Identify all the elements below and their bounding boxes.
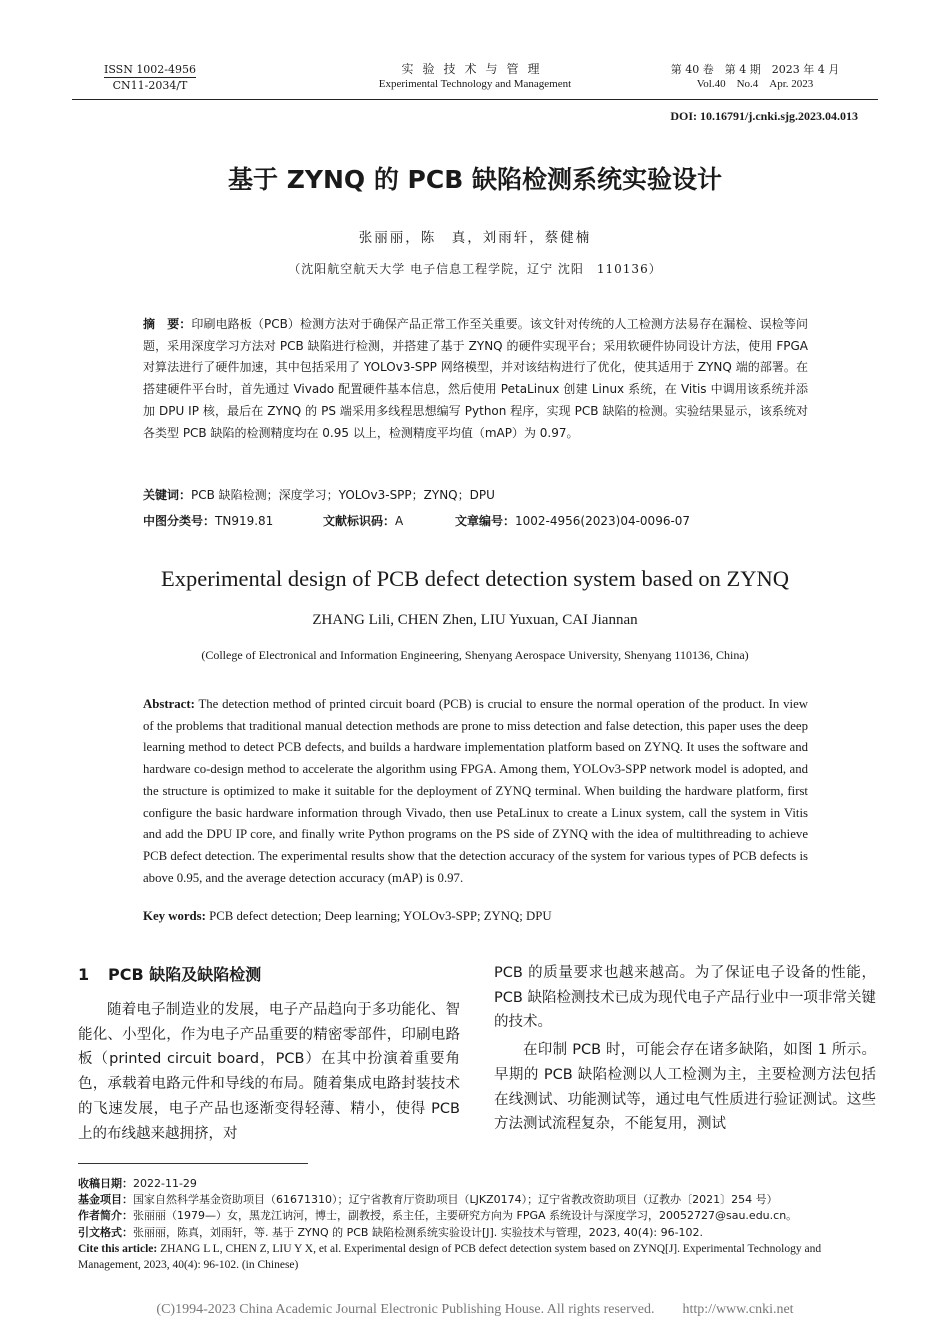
article-number [455, 512, 690, 529]
authors-en: ZHANG Lili, CHEN Zhen, LIU Yuxuan, CAI Jiannan [312, 612, 638, 628]
abstract-en-label: Abstract: [143, 697, 195, 711]
abstract-en-text: The detection method of printed circuit board (PCB) is crucial to ensure the normal operation of the product. In view of the problems that traditional manual detection methods are prone to miss detection and false detection, this paper uses the deep learning method to detect PCB defects, and builds a hardware implementation platform based on ZYNQ. It uses the software and hardware co-design method to accelerate the algorithm using FPGA. Among them, YOLOv3-SPP network model is adopted, and the structure is optimized to make it suitable for the deployment of ZYNQ terminal. When building the hardware platform, first configure the basic hardware information through Vivado, then use PetaLinux to create a Linux system, call the system in Vitis and add the DPU IP core, and finally write Python programs on the PS side of ZYNQ with the idea of multithreading to achieve PCB defect detection. The experimental results show that the detection accuracy of the system for various types of PCB defects is above 0.95, and the average detection accuracy (mAP) is 0.97. [143, 697, 808, 885]
section-number: 1 [78, 965, 90, 984]
abstract-cn [143, 314, 808, 444]
clc-label: 中图分类号： [143, 514, 216, 528]
author-label: 作者简介： [78, 1209, 133, 1223]
body-column-right [494, 961, 876, 1137]
art-label: 文章编号： [455, 514, 516, 528]
journal-name-en: Experimental Technology and Management [378, 78, 572, 90]
keywords-cn-label: 关键词： [143, 488, 192, 502]
doc-value: A [395, 514, 404, 528]
received-label: 收稿日期： [78, 1177, 133, 1190]
abstract-cn-label: 摘 要： [143, 317, 192, 331]
header-divider [72, 99, 878, 100]
paper-title-cn: 基于 ZYNQ 的 PCB 缺陷检测系统实验设计 [228, 165, 722, 194]
clc-code [143, 512, 273, 529]
art-value: 1002-4956(2023)04-0096-07 [515, 514, 691, 528]
affiliation-en: (College of Electronical and Information Engineering, Shenyang Aerospace University, Shenyang 110136, China) [201, 648, 749, 662]
keywords-en [143, 909, 808, 924]
footnote-received [78, 1176, 878, 1192]
keywords-en-text: PCB defect detection; Deep learning; YOLOv3-SPP; ZYNQ; DPU [205, 909, 552, 923]
journal-name-cn: 实验技术与管理 [401, 62, 549, 76]
issn-number: ISSN 1002-4956 [103, 63, 197, 76]
body-paragraph-1: 随着电子制造业的发展，电子产品趋向于多功能化、智能化、小型化，作为电子产品重要的精密零部件，印刷电路板（printed circuit board，PCB）在其中扮演着重要角色，承载着电路元件和导线的布局。随着集成电路封装技术的飞速发展，电子产品也逐渐变得轻薄、精小，使得 PCB 上的布线越来越拥挤，对 [78, 1002, 460, 1142]
clc-value: TN919.81 [215, 514, 274, 528]
doi-link[interactable]: DOI: 10.16791/j.cnki.sjg.2023.04.013 [670, 109, 858, 123]
issue-en: Vol.40 No.4 Apr. 2023 [696, 78, 814, 90]
cite-cn-label: 引文格式： [78, 1225, 133, 1239]
doc-label: 文献标识码： [323, 514, 396, 528]
cn-number: CN11-2034/T [112, 79, 188, 92]
footnote-cite-en [78, 1241, 878, 1273]
keywords-cn-text: PCB 缺陷检测；深度学习；YOLOv3-SPP；ZYNQ；DPU [191, 488, 495, 502]
doc-code [323, 512, 403, 529]
keywords-en-label: Key words: [143, 909, 206, 923]
journal-issn-block [100, 62, 200, 93]
paper-title-en: Experimental design of PCB defect detection system based on ZYNQ [161, 566, 789, 591]
affiliation-cn: （沈阳航空航天大学 电子信息工程学院，辽宁 沈阳 110136） [288, 262, 662, 276]
copyright-notice: (C)1994-2023 China Academic Journal Electronic Publishing House. All rights reserved. http://www.cnki.net [156, 1302, 794, 1317]
journal-name-block [330, 62, 620, 92]
footnote-fund [78, 1192, 878, 1208]
footnotes [78, 1176, 878, 1273]
abstract-cn-text: 印刷电路板（PCB）检测方法对于确保产品正常工作至关重要。该文针对传统的人工检测方法易存在漏检、误检等问题，采用深度学习方法对 PCB 缺陷进行检测，并搭建了基于 ZYNQ 的硬件实现平台；采用软硬件协同设计方法，使用 FPGA 对算法进行了硬件加速，其中包括采用了 YOLOv3-SPP 网络模型，并对该结构进行了优化，使其适用于 ZYNQ 端的部署。在搭建硬件平台时，首先通过 Vivado 配置硬件基本信息，然后使用 PetaLinux 创建 Linux 系统，在 Vitis 中调用该系统并添加 DPU IP 核，最后在 ZYNQ 的 PS 端采用多线程思想编写 Python 程序，实现 PCB 缺陷的检测。实验结果显示，该系统对各类型 PCB 缺陷的检测精度均在 0.95 以上，检测精度平均值（mAP）为 0.97。 [143, 317, 808, 440]
journal-issue-block [640, 62, 870, 92]
body-paragraph-2: 在印制 PCB 时，可能会存在诸多缺陷，如图 1 所示。早期的 PCB 缺陷检测以人工检测为主，主要检测方法包括在线测试、功能测试等，通过电气性质进行验证测试。这些方法测试流程复杂，不能复用，测试 [494, 1042, 876, 1133]
footnote-divider [78, 1163, 308, 1164]
abstract-en [143, 694, 808, 889]
body-paragraph-1-continued: PCB 的质量要求也越来越高。为了保证电子设备的性能，PCB 缺陷检测技术已成为现代电子产品行业中一项非常关键的技术。 [494, 965, 876, 1031]
fund-label: 基金项目： [78, 1193, 133, 1207]
received-date: 2022-11-29 [133, 1177, 197, 1190]
author-text: 张丽丽（1979—）女，黑龙江讷河，博士，副教授，系主任，主要研究方向为 FPGA 系统设计与深度学习，20052727@sau.edu.cn。 [133, 1209, 798, 1223]
footnote-author [78, 1208, 878, 1224]
cite-en-text: ZHANG L L, CHEN Z, LIU Y X, et al. Experimental design of PCB defect detection system based on ZYNQ[J]. Experimental Technology and Management, 2023, 40(4): 96-102. (in Chinese) [78, 1242, 822, 1272]
fund-text: 国家自然科学基金资助项目（61671310）；辽宁省教育厅资助项目（LJKZ0174）；辽宁省教改资助项目（辽教办〔2021〕254 号） [133, 1193, 778, 1207]
keywords-cn [143, 486, 808, 503]
issue-cn: 第 40 卷 第 4 期 2023 年 4 月 [670, 63, 840, 76]
cite-cn-text: 张丽丽，陈真，刘雨轩，等. 基于 ZYNQ 的 PCB 缺陷检测系统实验设计[J]. 实验技术与管理，2023, 40(4): 96-102. [133, 1225, 704, 1239]
cite-en-label: Cite this article: [78, 1242, 158, 1255]
section-heading [78, 962, 261, 985]
section-title: PCB 缺陷及缺陷检测 [108, 965, 262, 984]
footnote-cite-cn [78, 1225, 878, 1241]
body-column-left [78, 998, 460, 1146]
authors-cn: 张丽丽，陈 真，刘雨轩，蔡健楠 [358, 230, 592, 246]
